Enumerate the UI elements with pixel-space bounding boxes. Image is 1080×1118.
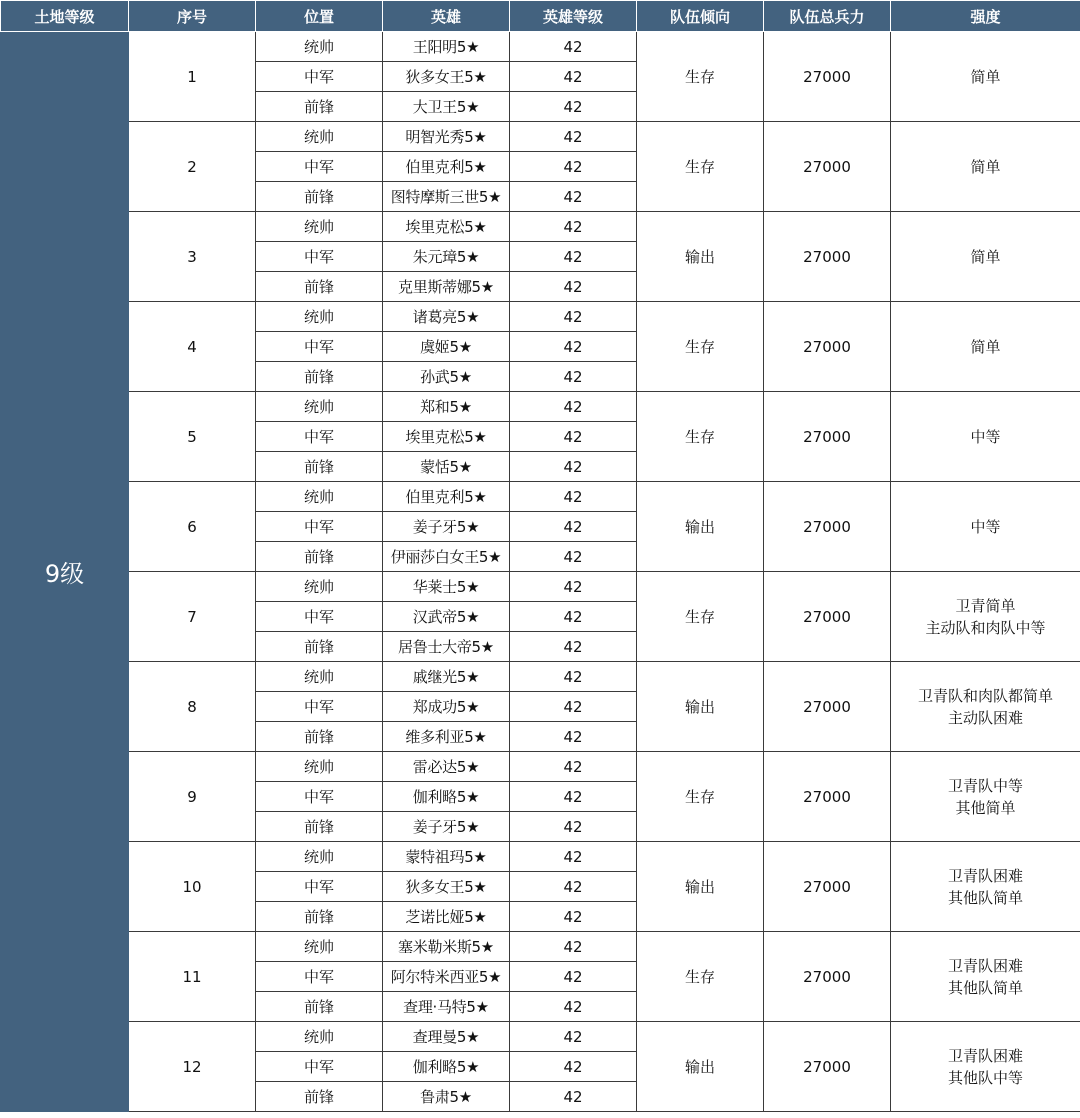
strength-line: 其他队简单 <box>947 978 1023 997</box>
team-number: 4 <box>129 302 256 392</box>
team-troops: 27000 <box>764 302 891 392</box>
hero-level: 42 <box>510 512 637 542</box>
team-number: 10 <box>129 842 256 932</box>
table-row <box>1 212 1080 242</box>
hero-level: 42 <box>510 872 637 902</box>
hero-level: 42 <box>510 392 637 422</box>
team-number: 2 <box>129 122 256 212</box>
team-tendency: 生存 <box>637 572 764 662</box>
hero-level: 42 <box>510 362 637 392</box>
position-cell: 中军 <box>256 962 383 992</box>
strength-line: 简单 <box>970 337 1001 356</box>
header-hero: 英雄 <box>383 1 510 32</box>
table-row <box>1 392 1080 422</box>
position-cell: 中军 <box>256 692 383 722</box>
hero-name: 伯里克利5★ <box>383 482 510 512</box>
header-strength: 强度 <box>891 1 1080 32</box>
position-cell: 中军 <box>256 872 383 902</box>
team-number: 8 <box>129 662 256 752</box>
position-cell: 前锋 <box>256 722 383 752</box>
team-tendency: 输出 <box>637 842 764 932</box>
hero-level: 42 <box>510 152 637 182</box>
team-tendency: 输出 <box>637 662 764 752</box>
strength-line: 卫青队困难 <box>947 866 1023 885</box>
strength-line: 中等 <box>970 427 1001 446</box>
hero-name: 大卫王5★ <box>383 92 510 122</box>
hero-level: 42 <box>510 1082 637 1112</box>
hero-name: 姜子牙5★ <box>383 512 510 542</box>
hero-name: 狄多女王5★ <box>383 872 510 902</box>
hero-level: 42 <box>510 962 637 992</box>
hero-level: 42 <box>510 482 637 512</box>
hero-level: 42 <box>510 272 637 302</box>
team-troops: 27000 <box>764 932 891 1022</box>
hero-level: 42 <box>510 332 637 362</box>
hero-level: 42 <box>510 722 637 752</box>
hero-name: 郑成功5★ <box>383 692 510 722</box>
position-cell: 统帅 <box>256 302 383 332</box>
team-tendency: 输出 <box>637 482 764 572</box>
hero-name: 虞姬5★ <box>383 332 510 362</box>
team-strength <box>891 1022 1080 1112</box>
table-row <box>1 662 1080 692</box>
team-number: 5 <box>129 392 256 482</box>
table-row <box>1 32 1080 62</box>
hero-level: 42 <box>510 932 637 962</box>
strength-line: 其他队中等 <box>947 1068 1023 1087</box>
hero-level: 42 <box>510 242 637 272</box>
position-cell: 中军 <box>256 332 383 362</box>
hero-level: 42 <box>510 122 637 152</box>
hero-name: 埃里克松5★ <box>383 422 510 452</box>
team-number: 6 <box>129 482 256 572</box>
hero-level: 42 <box>510 452 637 482</box>
position-cell: 统帅 <box>256 572 383 602</box>
hero-level: 42 <box>510 422 637 452</box>
position-cell: 中军 <box>256 422 383 452</box>
position-cell: 前锋 <box>256 992 383 1022</box>
position-cell: 统帅 <box>256 1022 383 1052</box>
hero-level: 42 <box>510 602 637 632</box>
team-troops: 27000 <box>764 212 891 302</box>
team-troops: 27000 <box>764 392 891 482</box>
hero-level: 42 <box>510 182 637 212</box>
hero-name: 孙武5★ <box>383 362 510 392</box>
position-cell: 统帅 <box>256 392 383 422</box>
hero-level: 42 <box>510 842 637 872</box>
table-row <box>1 302 1080 332</box>
position-cell: 统帅 <box>256 662 383 692</box>
table-row <box>1 932 1080 962</box>
team-number: 3 <box>129 212 256 302</box>
hero-name: 汉武帝5★ <box>383 602 510 632</box>
strength-line: 卫青队困难 <box>947 1046 1023 1065</box>
table-row <box>1 1022 1080 1052</box>
team-troops: 27000 <box>764 482 891 572</box>
hero-level: 42 <box>510 902 637 932</box>
team-strength <box>891 302 1080 392</box>
hero-level: 42 <box>510 782 637 812</box>
hero-name: 王阳明5★ <box>383 32 510 62</box>
hero-name: 伊丽莎白女王5★ <box>383 542 510 572</box>
team-troops: 27000 <box>764 842 891 932</box>
team-strength <box>891 662 1080 752</box>
strength-line: 简单 <box>970 157 1001 176</box>
header-land-level: 土地等级 <box>1 1 129 32</box>
team-number: 9 <box>129 752 256 842</box>
table-row <box>1 482 1080 512</box>
hero-level: 42 <box>510 992 637 1022</box>
team-strength <box>891 392 1080 482</box>
land-level-cell: 9级 <box>1 32 129 1112</box>
position-cell: 统帅 <box>256 212 383 242</box>
hero-name: 阿尔特米西亚5★ <box>383 962 510 992</box>
hero-level: 42 <box>510 1022 637 1052</box>
table-row <box>1 842 1080 872</box>
hero-name: 戚继光5★ <box>383 662 510 692</box>
team-tendency: 输出 <box>637 1022 764 1112</box>
position-cell: 统帅 <box>256 32 383 62</box>
position-cell: 中军 <box>256 242 383 272</box>
team-tendency: 生存 <box>637 392 764 482</box>
hero-level: 42 <box>510 572 637 602</box>
strength-line: 卫青队中等 <box>947 776 1023 795</box>
team-troops: 27000 <box>764 572 891 662</box>
header-hero-level: 英雄等级 <box>510 1 637 32</box>
hero-name: 朱元璋5★ <box>383 242 510 272</box>
position-cell: 前锋 <box>256 452 383 482</box>
table-row <box>1 122 1080 152</box>
hero-name: 图特摩斯三世5★ <box>383 182 510 212</box>
hero-name: 维多利亚5★ <box>383 722 510 752</box>
hero-name: 诸葛亮5★ <box>383 302 510 332</box>
position-cell: 中军 <box>256 152 383 182</box>
team-troops: 27000 <box>764 752 891 842</box>
team-troops: 27000 <box>764 32 891 122</box>
team-number: 1 <box>129 32 256 122</box>
team-tendency: 生存 <box>637 932 764 1022</box>
hero-name: 蒙特祖玛5★ <box>383 842 510 872</box>
hero-level: 42 <box>510 632 637 662</box>
team-troops: 27000 <box>764 662 891 752</box>
position-cell: 中军 <box>256 512 383 542</box>
position-cell: 前锋 <box>256 272 383 302</box>
strength-line: 其他队简单 <box>947 888 1023 907</box>
position-cell: 统帅 <box>256 122 383 152</box>
header-total-troops: 队伍总兵力 <box>764 1 891 32</box>
hero-name: 查理曼5★ <box>383 1022 510 1052</box>
hero-level: 42 <box>510 662 637 692</box>
hero-name: 伽利略5★ <box>383 1052 510 1082</box>
position-cell: 统帅 <box>256 842 383 872</box>
hero-name: 郑和5★ <box>383 392 510 422</box>
position-cell: 中军 <box>256 602 383 632</box>
team-tendency: 生存 <box>637 302 764 392</box>
header-tendency: 队伍倾向 <box>637 1 764 32</box>
hero-name: 姜子牙5★ <box>383 812 510 842</box>
position-cell: 前锋 <box>256 1082 383 1112</box>
hero-level: 42 <box>510 32 637 62</box>
table-body <box>1 32 1080 1112</box>
team-tendency: 生存 <box>637 32 764 122</box>
team-strength <box>891 122 1080 212</box>
header-row <box>1 1 1080 32</box>
hero-level: 42 <box>510 692 637 722</box>
strength-line: 卫青队和肉队都简单 <box>917 686 1053 705</box>
table-row <box>1 752 1080 782</box>
hero-name: 塞米勒米斯5★ <box>383 932 510 962</box>
hero-name: 芝诺比娅5★ <box>383 902 510 932</box>
team-number: 11 <box>129 932 256 1022</box>
position-cell: 前锋 <box>256 812 383 842</box>
hero-name: 蒙恬5★ <box>383 452 510 482</box>
team-tendency: 生存 <box>637 752 764 842</box>
team-tendency: 输出 <box>637 212 764 302</box>
team-strength <box>891 752 1080 842</box>
strength-line: 主动队困难 <box>947 708 1023 727</box>
hero-level: 42 <box>510 92 637 122</box>
hero-level: 42 <box>510 542 637 572</box>
header-number: 序号 <box>129 1 256 32</box>
strength-line: 主动队和肉队中等 <box>925 618 1046 637</box>
team-troops: 27000 <box>764 122 891 212</box>
hero-name: 查理·马特5★ <box>383 992 510 1022</box>
team-strength <box>891 482 1080 572</box>
hero-name: 明智光秀5★ <box>383 122 510 152</box>
hero-level: 42 <box>510 1052 637 1082</box>
table-row <box>1 572 1080 602</box>
position-cell: 统帅 <box>256 932 383 962</box>
hero-name: 雷必达5★ <box>383 752 510 782</box>
position-cell: 中军 <box>256 782 383 812</box>
strength-line: 中等 <box>970 517 1001 536</box>
hero-name: 伯里克利5★ <box>383 152 510 182</box>
header-position: 位置 <box>256 1 383 32</box>
strength-line: 卫青队困难 <box>947 956 1023 975</box>
hero-name: 克里斯蒂娜5★ <box>383 272 510 302</box>
hero-name: 埃里克松5★ <box>383 212 510 242</box>
hero-level: 42 <box>510 212 637 242</box>
hero-level: 42 <box>510 752 637 782</box>
position-cell: 前锋 <box>256 182 383 212</box>
team-troops: 27000 <box>764 1022 891 1112</box>
hero-name: 狄多女王5★ <box>383 62 510 92</box>
team-tendency: 生存 <box>637 122 764 212</box>
team-strength <box>891 212 1080 302</box>
team-strength <box>891 572 1080 662</box>
hero-level: 42 <box>510 302 637 332</box>
hero-name: 鲁肃5★ <box>383 1082 510 1112</box>
hero-level: 42 <box>510 812 637 842</box>
position-cell: 前锋 <box>256 362 383 392</box>
position-cell: 前锋 <box>256 632 383 662</box>
hero-level: 42 <box>510 62 637 92</box>
position-cell: 前锋 <box>256 542 383 572</box>
team-strength <box>891 32 1080 122</box>
position-cell: 中军 <box>256 1052 383 1082</box>
position-cell: 中军 <box>256 62 383 92</box>
strength-line: 简单 <box>970 247 1001 266</box>
team-strength <box>891 842 1080 932</box>
team-strength <box>891 932 1080 1022</box>
strength-line: 简单 <box>970 67 1001 86</box>
position-cell: 统帅 <box>256 482 383 512</box>
position-cell: 前锋 <box>256 902 383 932</box>
position-cell: 统帅 <box>256 752 383 782</box>
strength-line: 卫青简单 <box>955 596 1016 615</box>
hero-name: 居鲁士大帝5★ <box>383 632 510 662</box>
hero-name: 伽利略5★ <box>383 782 510 812</box>
strength-line: 其他简单 <box>955 798 1016 817</box>
position-cell: 前锋 <box>256 92 383 122</box>
team-number: 12 <box>129 1022 256 1112</box>
team-number: 7 <box>129 572 256 662</box>
hero-name: 华莱士5★ <box>383 572 510 602</box>
